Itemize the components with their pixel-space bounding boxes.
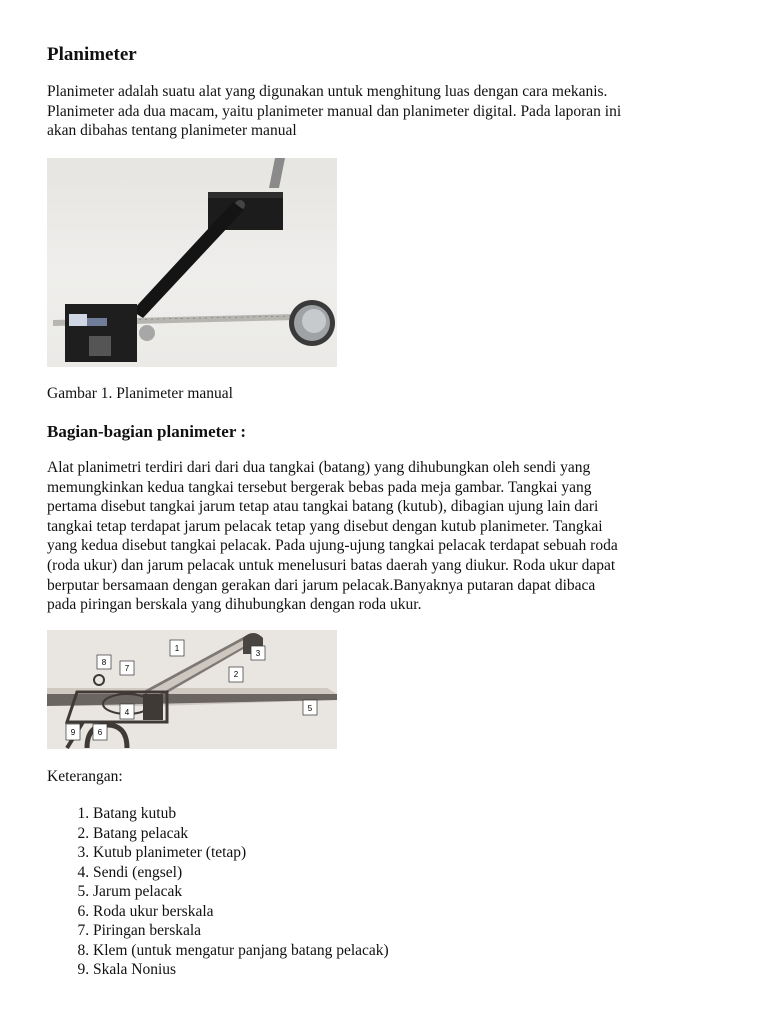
part-label-2 bbox=[229, 667, 243, 682]
parts-list bbox=[47, 804, 389, 980]
part-label-6 bbox=[93, 724, 107, 740]
part-label-9 bbox=[66, 724, 80, 740]
svg-text:1: 1 bbox=[174, 644, 180, 653]
svg-text:9: 9 bbox=[70, 728, 76, 737]
list-item: 9. Skala Nonius bbox=[93, 960, 389, 980]
svg-text:8: 8 bbox=[101, 658, 107, 667]
svg-text:5: 5 bbox=[307, 704, 313, 713]
keterangan-label: Keterangan: bbox=[47, 768, 123, 785]
figure-1-caption: Gambar 1. Planimeter manual bbox=[47, 385, 233, 402]
part-label-8 bbox=[97, 655, 111, 669]
part-label-1 bbox=[170, 640, 184, 656]
part-label-4 bbox=[120, 704, 134, 719]
list-item: 2. Batang pelacak bbox=[93, 824, 389, 844]
svg-text:6: 6 bbox=[97, 728, 103, 737]
part-label-7 bbox=[120, 661, 134, 675]
list-item: 3. Kutub planimeter (tetap) bbox=[93, 843, 389, 863]
section-heading: Bagian-bagian planimeter : bbox=[47, 422, 246, 441]
list-item: 7. Piringan berskala bbox=[93, 921, 389, 941]
intro-paragraph: Planimeter adalah suatu alat yang digunakan untuk menghitung luas dengan cara mekanis. Planimeter ada dua macam, yaitu planimeter manual dan planimeter digital. Pada laporan ini akan dibahas tentang planimeter manual bbox=[47, 83, 622, 140]
planimeter-photo bbox=[47, 158, 337, 367]
list-item: 1. Batang kutub bbox=[93, 804, 389, 824]
page-title: Planimeter bbox=[47, 44, 137, 65]
svg-text:3: 3 bbox=[255, 649, 261, 658]
list-item: 5. Jarum pelacak bbox=[93, 882, 389, 902]
svg-text:2: 2 bbox=[233, 670, 239, 679]
svg-text:7: 7 bbox=[124, 664, 130, 673]
part-label-5 bbox=[303, 700, 317, 715]
list-item: 6. Roda ukur berskala bbox=[93, 902, 389, 922]
part-label-3 bbox=[251, 646, 265, 660]
list-item: 8. Klem (untuk mengatur panjang batang pelacak) bbox=[93, 941, 389, 961]
svg-text:4: 4 bbox=[124, 708, 130, 717]
planimeter-parts-drawing bbox=[47, 630, 337, 749]
list-item: 4. Sendi (engsel) bbox=[93, 863, 389, 883]
section-body-paragraph: Alat planimetri terdiri dari dari dua tangkai (batang) yang dihubungkan oleh sendi yang memungkinkan kedua tangkai tersebut bergerak bebas pada meja gambar. Tangkai yang pertama disebut tangkai jarum tetap atau tangkai batang (kutub), dibagian ujung lain dari tangkai tetap terdapat jarum pelacak tetap yang disebut dengan kutub planimeter. Tangkai yang kedua disebut tangkai pelacak. Pada ujung-ujung tangkai pelacak terdapat sebuah roda (roda ukur) dan jarum pelacak untuk menelusuri batas daerah yang diukur. Roda ukur dapat berputar bersamaan dengan gerakan dari jarum pelacak.Banyaknya putaran dapat dibaca pada piringan berskala yang dihubungkan dengan roda ukur. bbox=[47, 459, 618, 614]
